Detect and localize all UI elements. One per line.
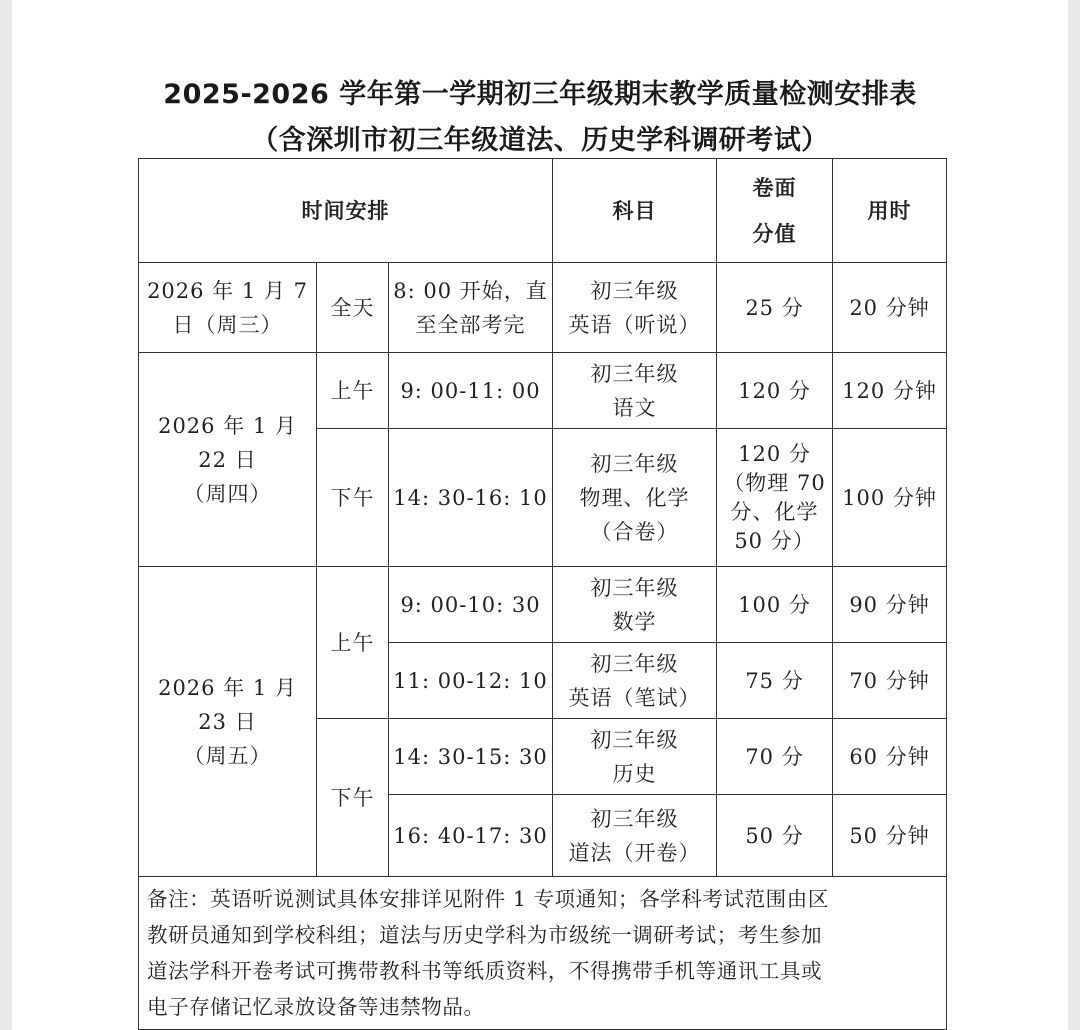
time-cell: 14: 30-15: 30 (389, 719, 553, 795)
score-cell: 70 分 (717, 719, 833, 795)
score-cell: 75 分 (717, 643, 833, 719)
notes-line: 教研员通知到学校科组；道法与历史学科为市级统一调研考试；考生参加 (147, 923, 823, 947)
exam-schedule-table (138, 158, 947, 1030)
time-cell: 14: 30-16: 10 (389, 429, 553, 567)
time-cell: 9: 00-11: 00 (389, 353, 553, 429)
score-line: 50 分） (734, 528, 815, 553)
subject-cell (553, 719, 717, 795)
duration-cell: 90 分钟 (833, 567, 947, 643)
subject-line: （合卷） (590, 519, 679, 544)
score-cell: 100 分 (717, 567, 833, 643)
notes-line: 道法学科开卷考试可携带教科书等纸质资料，不得携带手机等通讯工具或 (147, 959, 823, 983)
duration-cell: 70 分钟 (833, 643, 947, 719)
subject-line: 初三年级 (590, 278, 679, 303)
subject-line: 语文 (612, 395, 657, 420)
date-line: 2026 年 1 月 22 日 (158, 413, 297, 472)
header-duration: 用时 (833, 159, 947, 263)
subject-cell (553, 567, 717, 643)
subject-line: 初三年级 (590, 806, 679, 831)
subject-line: 初三年级 (590, 651, 679, 676)
table-row (139, 567, 947, 643)
score-cell: 120 分 (717, 353, 833, 429)
notes-row (139, 877, 947, 1030)
score-cell: 25 分 (717, 263, 833, 353)
period-cell: 上午 (317, 567, 389, 719)
date-line: 2026 年 1 月 7 (147, 278, 308, 303)
subject-cell (553, 353, 717, 429)
duration-cell: 100 分钟 (833, 429, 947, 567)
duration-cell: 50 分钟 (833, 795, 947, 877)
duration-cell: 60 分钟 (833, 719, 947, 795)
score-cell: 50 分 (717, 795, 833, 877)
subject-line: 初三年级 (590, 575, 679, 600)
time-line: 8: 00 开始，直 (393, 278, 548, 303)
date-line: 日（周三） (172, 312, 283, 337)
subject-line: 道法（开卷） (568, 840, 701, 865)
document-title: 2025-2026 学年第一学期初三年级期末教学质量检测安排表 (163, 79, 917, 110)
table-header-row (139, 159, 947, 263)
notes-line: 备注：英语听说测试具体安排详见附件 1 专项通知；各学科考试范围由区 (147, 887, 829, 911)
document-subtitle: （含深圳市初三年级道法、历史学科调研考试） (251, 125, 829, 156)
table-row (139, 353, 947, 429)
subject-cell (553, 795, 717, 877)
notes-cell (139, 877, 947, 1030)
score-line: 分、化学 (730, 499, 819, 524)
date-cell (139, 353, 317, 567)
subject-line: 英语（听说） (568, 312, 701, 337)
time-cell: 11: 00-12: 10 (389, 643, 553, 719)
subject-cell (553, 429, 717, 567)
date-cell (139, 567, 317, 877)
subject-cell (553, 263, 717, 353)
date-line: （周四） (183, 481, 272, 506)
header-subject: 科目 (553, 159, 717, 263)
score-line: （物理 70 (723, 470, 826, 495)
date-cell (139, 263, 317, 353)
period-cell: 全天 (317, 263, 389, 353)
header-time: 时间安排 (139, 159, 553, 263)
subject-line: 初三年级 (590, 451, 679, 476)
subject-line: 物理、化学 (579, 485, 690, 510)
time-cell: 16: 40-17: 30 (389, 795, 553, 877)
header-score-line1: 卷面 (752, 175, 797, 200)
time-cell: 9: 00-10: 30 (389, 567, 553, 643)
time-line: 至全部考完 (415, 312, 526, 337)
subject-line: 初三年级 (590, 361, 679, 386)
period-cell: 下午 (317, 429, 389, 567)
duration-cell: 20 分钟 (833, 263, 947, 353)
subject-line: 英语（笔试） (568, 685, 701, 710)
time-cell (389, 263, 553, 353)
period-cell: 上午 (317, 353, 389, 429)
duration-cell: 120 分钟 (833, 353, 947, 429)
date-line: （周五） (183, 743, 272, 768)
table-row (139, 263, 947, 353)
date-line: 2026 年 1 月 23 日 (158, 675, 297, 734)
period-cell: 下午 (317, 719, 389, 877)
subject-cell (553, 643, 717, 719)
notes-line: 电子存储记忆录放设备等违禁物品。 (147, 995, 485, 1019)
subject-line: 历史 (612, 761, 657, 786)
score-line: 120 分 (738, 441, 811, 466)
subject-line: 初三年级 (590, 727, 679, 752)
header-score-line2: 分值 (752, 221, 797, 246)
score-cell (717, 429, 833, 567)
subject-line: 数学 (612, 609, 657, 634)
header-score (717, 159, 833, 263)
